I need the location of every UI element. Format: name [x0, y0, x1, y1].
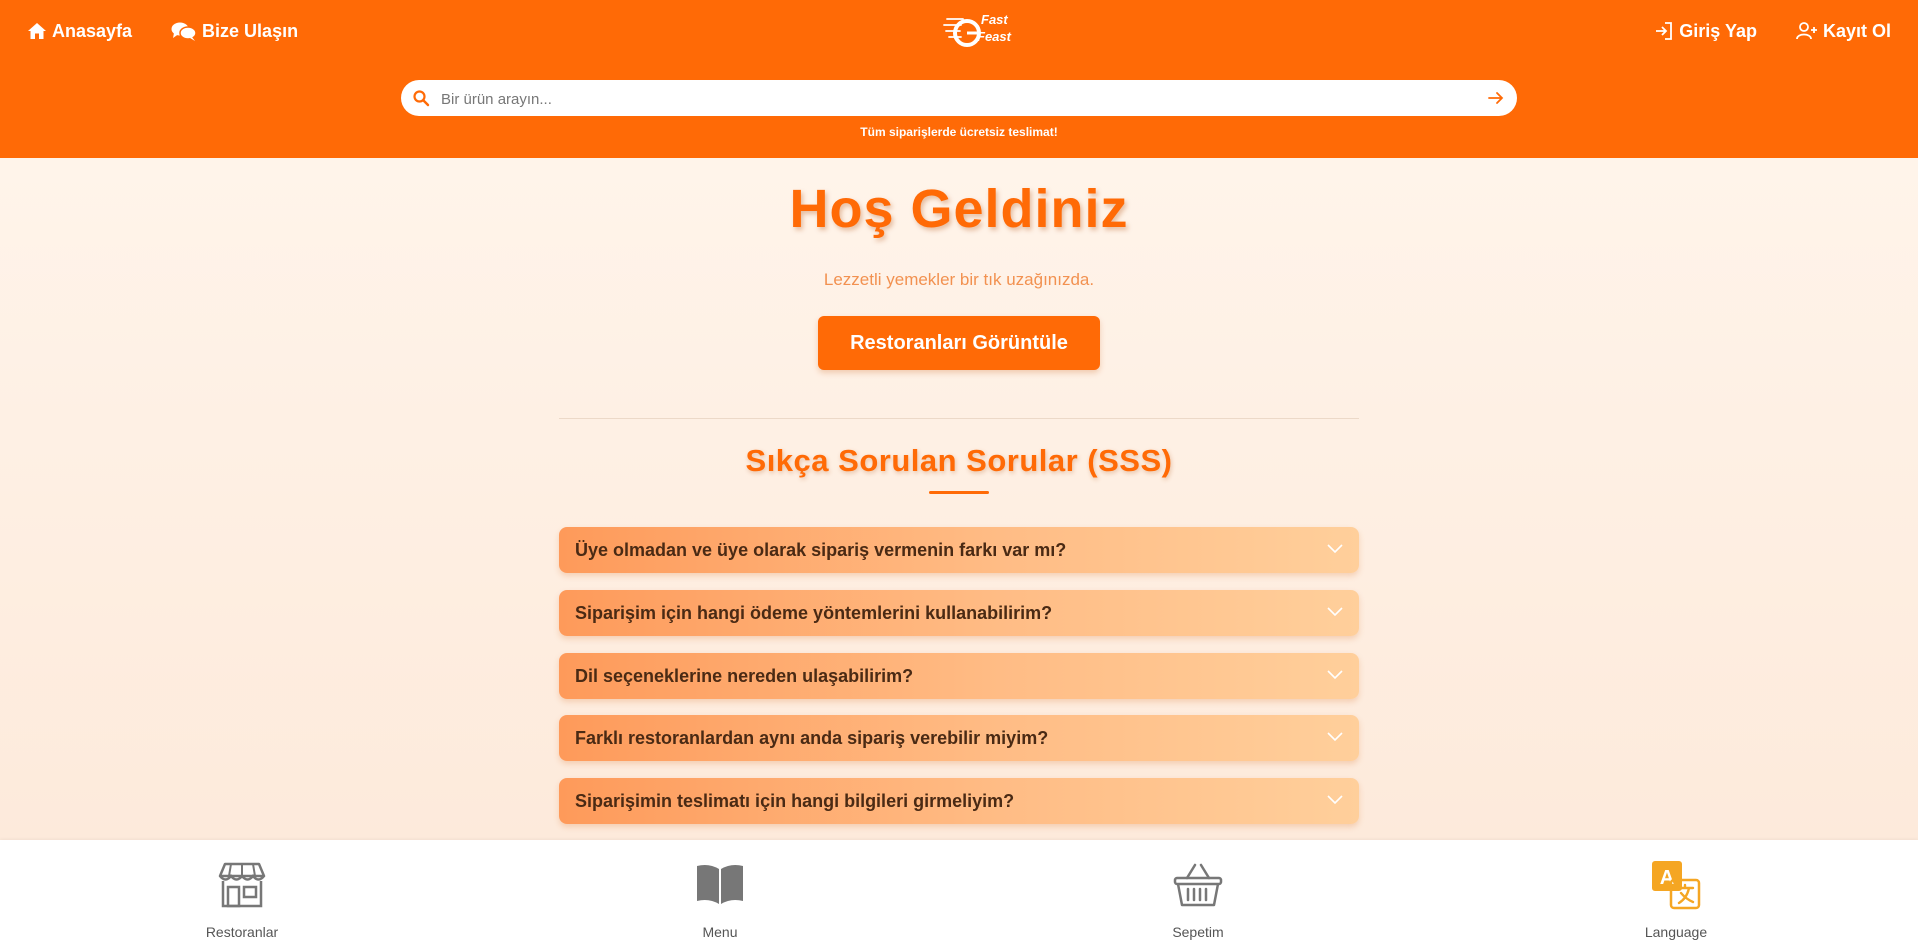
nav-contact-link[interactable] — [171, 19, 298, 43]
bottom-nav-menu-label: Menu — [702, 924, 738, 940]
nav-home-label: Anasayfa — [52, 20, 133, 41]
faq-question: Siparişimin teslimatı için hangi bilgileri girmeliyim? — [575, 791, 1015, 811]
search-submit-arrow-icon[interactable] — [1487, 89, 1505, 107]
bottom-nav-cart-label: Sepetim — [1172, 924, 1224, 940]
faq-item[interactable] — [559, 590, 1359, 636]
login-link[interactable] — [1654, 19, 1757, 43]
hero-title: Hoş Geldiniz — [789, 179, 1129, 239]
chevron-down-icon — [1327, 607, 1343, 617]
search-icon — [412, 89, 430, 107]
login-label: Giriş Yap — [1679, 20, 1757, 41]
book-icon — [695, 860, 745, 910]
nav-home-link[interactable] — [27, 19, 132, 43]
nav-left — [27, 19, 298, 43]
faq-title: Sıkça Sorulan Sorular (SSS) — [745, 443, 1173, 478]
chat-icon — [171, 21, 197, 41]
search-input[interactable] — [439, 86, 1463, 112]
faq-item[interactable] — [559, 653, 1359, 699]
faq-question: Dil seçeneklerine nereden ulaşabilirim? — [575, 666, 914, 686]
logo-text-feast: Feast — [977, 29, 1011, 44]
main-content — [0, 158, 1918, 840]
fastfeast-logo[interactable] — [941, 5, 1015, 55]
faq-item[interactable] — [559, 527, 1359, 573]
logo-text-fast: Fast — [981, 12, 1008, 27]
chevron-down-icon — [1327, 732, 1343, 742]
view-restaurants-button[interactable]: Restoranları Görüntüle — [818, 316, 1100, 370]
bottom-nav — [0, 840, 1918, 951]
search-bar — [401, 80, 1517, 116]
nav-right — [1654, 19, 1891, 43]
faq-question: Siparişim için hangi ödeme yöntemlerini kullanabilirim? — [575, 603, 1053, 623]
chevron-down-icon — [1327, 795, 1343, 805]
chevron-down-icon — [1327, 544, 1343, 554]
faq-title-underline — [929, 491, 989, 494]
faq-item[interactable] — [559, 715, 1359, 761]
section-divider — [559, 418, 1359, 419]
nav-contact-label: Bize Ulaşın — [202, 20, 299, 41]
user-plus-icon — [1796, 21, 1818, 41]
bottom-nav-language[interactable] — [1576, 840, 1776, 951]
store-icon — [217, 860, 267, 910]
faq-question: Üye olmadan ve üye olarak sipariş vermenin farkı var mı? — [575, 540, 1067, 560]
translate-icon — [1651, 860, 1701, 910]
login-icon — [1654, 21, 1674, 41]
promo-banner: Tüm siparişlerde ücretsiz teslimat! — [860, 125, 1058, 139]
bottom-nav-menu[interactable] — [620, 840, 820, 951]
bottom-nav-restaurants[interactable] — [142, 840, 342, 951]
bottom-nav-language-label: Language — [1644, 924, 1708, 940]
basket-icon — [1173, 860, 1223, 910]
faq-item[interactable] — [559, 778, 1359, 824]
register-link[interactable] — [1796, 19, 1891, 43]
register-label: Kayıt Ol — [1822, 20, 1891, 41]
bottom-nav-cart[interactable] — [1098, 840, 1298, 951]
hero-subtitle: Lezzetli yemekler bir tık uzağınızda. — [823, 270, 1095, 289]
bottom-nav-restaurants-label: Restoranlar — [205, 924, 279, 940]
home-icon — [27, 21, 47, 41]
chevron-down-icon — [1327, 670, 1343, 680]
top-header — [0, 0, 1918, 158]
faq-question: Farklı restoranlardan aynı anda sipariş verebilir miyim? — [575, 728, 1049, 748]
svg-text:A: A — [1659, 867, 1675, 889]
